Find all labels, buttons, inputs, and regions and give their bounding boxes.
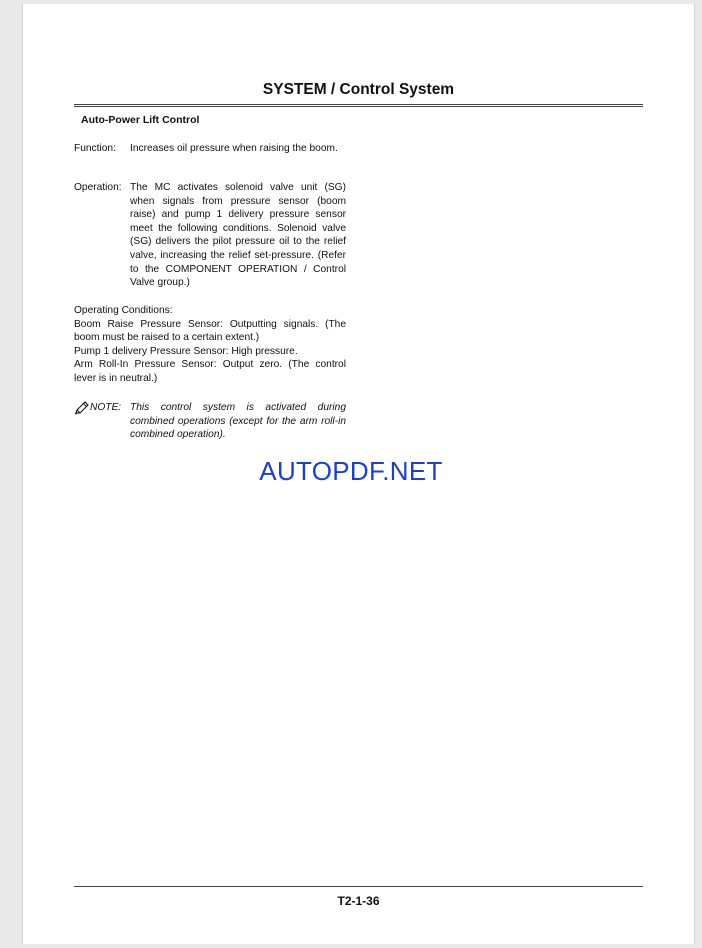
header-rule [74, 104, 643, 107]
operation-label: Operation: [74, 182, 122, 193]
operation-text: The MC activates solenoid valve unit (SG) when signals from pressure sensor (boom raise) and pump 1 delivery pressure sensor meet the following conditions. Solenoid valve (SG) delivers the pilot pressure oil to the relief valve, increasing the relief set-pressure. (Refer to the COMPONENT OPERATION / Control Valve group.) [130, 182, 346, 289]
note-text: This control system is activated during combined operations (except for the arm roll-in combined operation). [130, 402, 346, 441]
function-text: Increases oil pressure when raising the boom. [130, 143, 338, 154]
condition-item: Pump 1 delivery Pressure Sensor: High pressure. [74, 345, 298, 357]
page-number: T2-1-36 [337, 894, 380, 908]
conditions-heading: Operating Conditions: [74, 305, 173, 316]
page-title: SYSTEM / Control System [262, 81, 455, 98]
watermark-text: AUTOPDF.NET [259, 456, 443, 486]
condition-item: Boom Raise Pressure Sensor: Outputting signals. (The boom must be raised to a certain extent.) [74, 318, 346, 344]
note-label: NOTE: [90, 402, 122, 413]
pencil-icon [74, 401, 90, 415]
section-heading: Auto-Power Lift Control [81, 114, 200, 126]
operating-conditions [74, 304, 346, 386]
footer-rule [74, 886, 643, 887]
condition-item: Arm Roll-In Pressure Sensor: Output zero. (The control lever is in neutral.) [74, 359, 346, 384]
function-label: Function: [74, 143, 116, 154]
